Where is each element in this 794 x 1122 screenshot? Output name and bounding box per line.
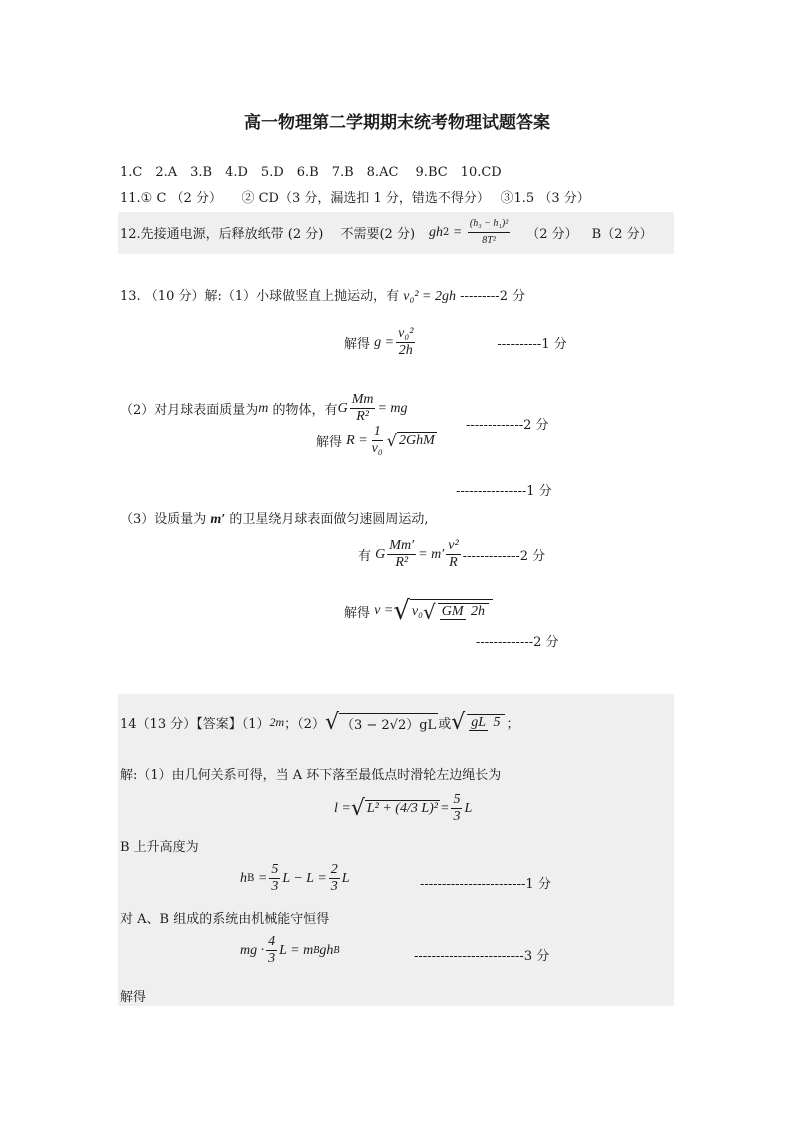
q13-line7-den: 2h (471, 604, 486, 619)
q13-line4-score: ----------------1 分 (456, 484, 552, 499)
q12-answer: 12.先接通电源，后释放纸带 (2 分) 不需要(2 分) gh 2 = $\frac{\text{(h₃ − h₁)²}}{\text{8T²}}$ （2 分） B（2 分） (120, 216, 653, 249)
q13-line2-num: v₀² (398, 326, 414, 341)
q13-line7-num: GM (441, 604, 464, 619)
q14-line1-rad: （3 − 2√2）gL (339, 713, 438, 733)
choice-answers: 1.C 2.A 3.B 4.D 5.D 6.B 7.B 8.AC 9.BC 10.CD (120, 165, 502, 180)
q13-line3-lhs: G (337, 400, 348, 416)
q12-part1: 12.先接通电源，后释放纸带 (2 分) 不需要(2 分) (120, 227, 416, 242)
q13-line4-num: 1 (373, 424, 381, 439)
q13-line3-text: （2）对月球表面质量为 (120, 403, 259, 418)
q14-line5-den2: 3 (330, 879, 338, 894)
q13-line5-var: m′ (210, 512, 226, 527)
q13-line7: 解得 v = √ v₀ √ GM 2h (344, 596, 493, 626)
q14-line1-or: 或 (438, 717, 452, 732)
q11-answer: 11.① C （2 分） ② CD（3 分，漏选扣 1 分，错选不得分） ③1.5 （3 分） (120, 191, 590, 206)
q14-line5-frac2 (329, 862, 340, 895)
q13-line7-lhs: v = (374, 603, 394, 618)
q14-line6: 对 A、B 组成的系统由机械能守恒得 (120, 912, 330, 927)
q13-line4-frac (370, 424, 385, 457)
q13-line1 (120, 285, 525, 305)
q14-line7-rhs: L = m (279, 942, 314, 958)
q13-line2-lhs: g = (374, 334, 395, 350)
q13-line6-mid: = m′ (418, 546, 445, 562)
q13-line2 (344, 326, 567, 359)
q13-line2-prefix: 解得 (344, 337, 371, 352)
q13-line5 (120, 508, 429, 528)
q14-line3-var: L (464, 800, 473, 816)
q13-line4-lhs: R = (346, 432, 368, 448)
q13-line2-frac (396, 326, 415, 359)
page-title: 高一物理第二学期期末统考物理试题答案 (244, 113, 550, 133)
q14-line7 (240, 934, 339, 967)
q14-line3-num: 5 (453, 792, 461, 807)
q13-line3-var: m (258, 400, 269, 416)
q13-line3-score: -------------2 分 (466, 418, 549, 433)
q13-line3-den: R² (356, 409, 369, 424)
q14-line5-num1: 5 (271, 862, 279, 877)
q14-line3-frac (451, 792, 462, 825)
q14-line1-sep: ；（2） (284, 717, 325, 732)
q14-line5-frac1 (269, 862, 280, 895)
q13-line3-num: Mm (351, 392, 374, 407)
q13-line1-score: ---------2 分 (460, 289, 526, 304)
q14-line3-rad: L² + (4/3 L)² (366, 801, 439, 816)
q14-line5-lhs: h (240, 870, 247, 886)
q14-shade (118, 694, 674, 1006)
q14-line1-den: 5 (493, 715, 501, 730)
q13-line6-den2: R (449, 555, 458, 570)
q13-line7-frac (438, 603, 489, 620)
q13-line4: 解得 R = $\frac{1}{\text{v₀}}$ √ 2GhM (316, 424, 435, 456)
q14-line5-num2: 2 (330, 862, 338, 877)
q14-line7-lhs: mg · (240, 942, 265, 958)
q13-line6-den1: R² (395, 555, 409, 570)
q12-formula-sub: 2 (443, 227, 450, 238)
q14-line5-score: ------------------------1 分 (420, 877, 551, 892)
q12-formula-den: 8T² (482, 235, 496, 246)
q14-line1: 14（13 分）【答案】（1） 2m ；（2） √ （3 − 2√2）gL 或 √ gL 5 ； (120, 710, 520, 735)
q14-line5-sub: B (247, 873, 255, 884)
q14-line3-lhs: l = (334, 800, 351, 816)
q13-line1-text: 13. （10 分）解:（1）小球做竖直上抛运动，有 (120, 289, 400, 304)
q13-line4-rad: 2GhM (398, 433, 435, 448)
q14-line1-text: 14（13 分）【答案】（1） (120, 717, 270, 732)
q14-line5 (240, 862, 350, 895)
q14-line5-eq: = (257, 870, 268, 886)
q14-line7-sub1: B (313, 945, 320, 956)
q13-line6-frac1 (387, 538, 416, 571)
q13-line3 (120, 392, 408, 425)
q14-line3-den: 3 (453, 809, 461, 824)
q12-formula-num: (h₃ − h₁)² (468, 216, 510, 233)
q13-line5-text: （3）设质量为 (120, 512, 207, 527)
q14-line2: 解:（1）由几何关系可得，当 A 环下落至最低点时滑轮左边绳长为 (120, 768, 502, 783)
q13-line6-prefix: 有 (358, 549, 372, 564)
q14-line7-sub2: B (333, 945, 340, 956)
q14-line7-den: 3 (268, 951, 276, 966)
q14-line7-score: -------------------------3 分 (414, 949, 550, 964)
q13-line6-num2: v² (448, 538, 459, 553)
q13-line4-prefix: 解得 (316, 435, 343, 450)
q13-line6-num1: Mm′ (389, 538, 415, 553)
q14-line1-frac (467, 714, 504, 731)
q14-line7-frac (266, 934, 277, 967)
q14-line3: l = √ L² + (4/3 L)² = $\frac{5}{3}$ L (334, 792, 473, 824)
q13-line7-inner: v₀ (411, 603, 423, 619)
q14-line5-mid: L − L = (282, 870, 327, 886)
q13-line6-lhs: G (375, 546, 386, 562)
q14-line1-num: gL (471, 715, 487, 730)
q12-formula-lhs: gh (429, 224, 444, 240)
q14-line5-var: L (341, 870, 350, 886)
q13-line6-frac2 (446, 538, 460, 571)
q13-line3-rhs: = mg (377, 400, 408, 416)
q14-line1-a1: 2m (269, 715, 285, 729)
q13-line1-formula: v₀² = 2gh (403, 289, 457, 304)
q13-line2-den: 2h (398, 343, 413, 358)
q14-line1-end: ； (506, 717, 520, 732)
q12-formula-frac (468, 216, 510, 249)
q12-score1: （2 分） (526, 227, 578, 242)
q13-line7-score: -------------2 分 (476, 635, 559, 650)
q13-line7-prefix: 解得 (344, 605, 371, 621)
q13-line5-text2: 的卫星绕月球表面做匀速圆周运动, (229, 512, 429, 527)
q13-line3-text2: 的物体，有 (272, 403, 338, 418)
q13-line6 (358, 538, 545, 571)
q12-part2: B（2 分） (591, 227, 653, 242)
q14-line7-num: 4 (268, 934, 276, 949)
q13-line6-score: -------------2 分 (462, 549, 546, 564)
q14-line7-rhs2: gh (319, 942, 334, 958)
q14-line5-den1: 3 (271, 879, 279, 894)
q13-line2-score: ----------1 分 (497, 337, 567, 352)
q14-line3-eq: = (440, 800, 450, 816)
q13-line4-den: v₀ (371, 441, 383, 456)
q14-line8: 解得 (120, 990, 147, 1005)
q13-line3-frac (350, 392, 376, 425)
q14-line4: B 上升高度为 (120, 840, 199, 855)
